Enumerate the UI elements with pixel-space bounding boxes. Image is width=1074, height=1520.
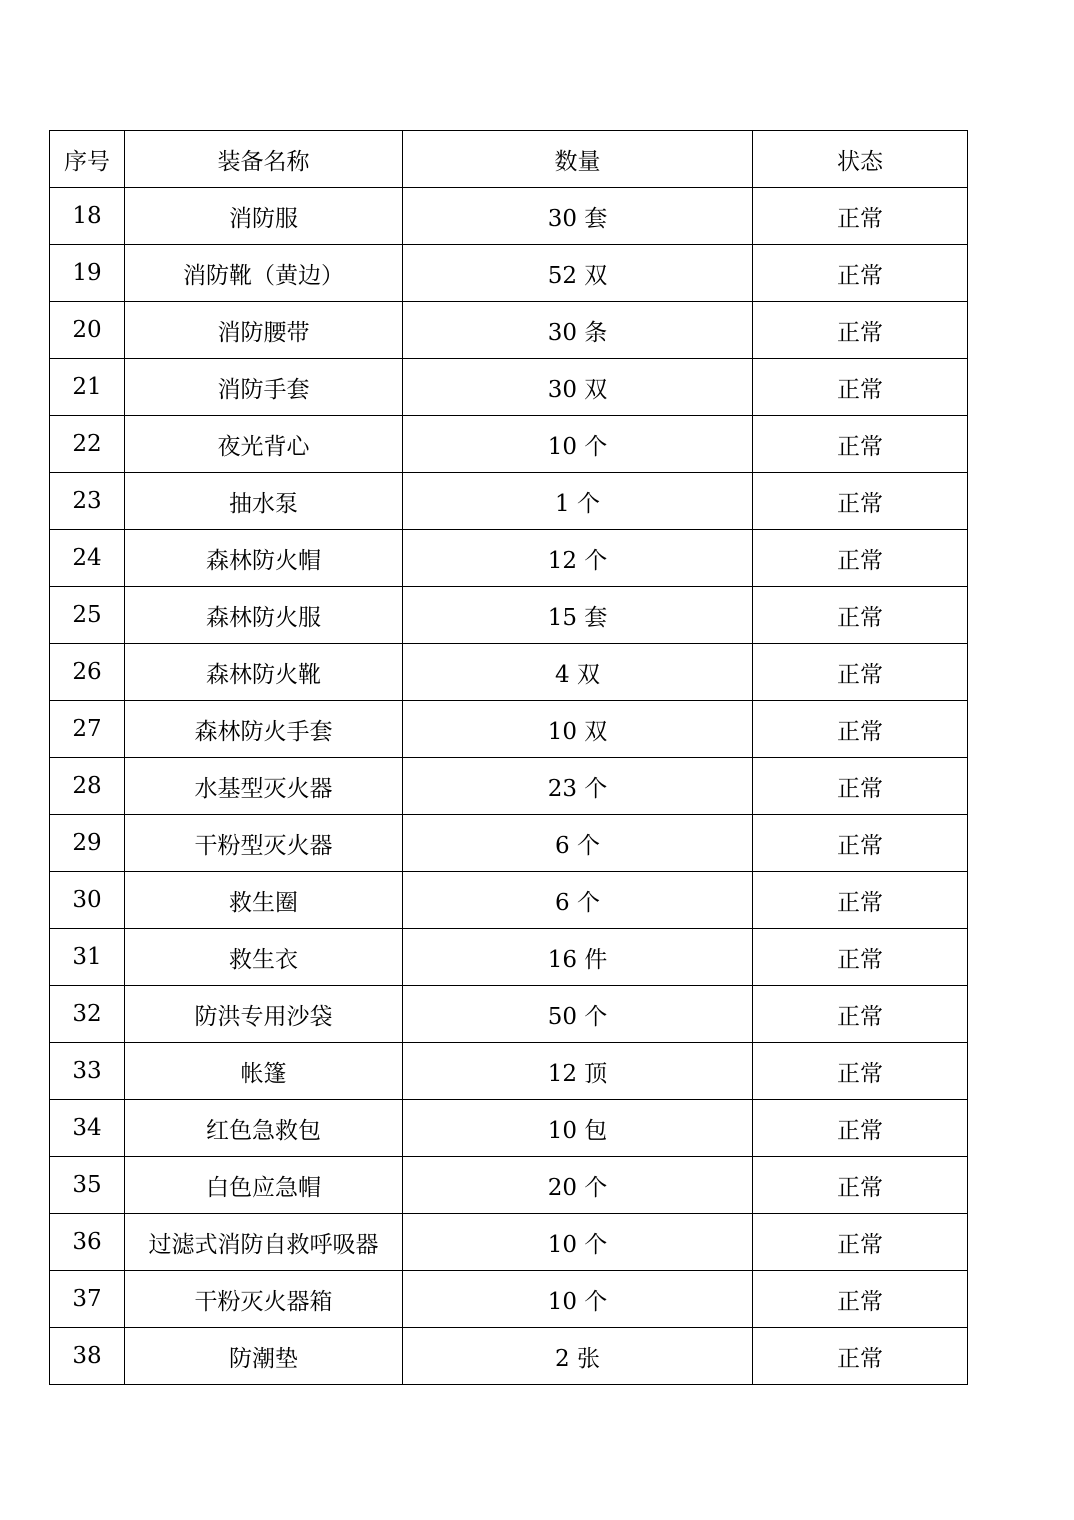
cell-index: 31 — [50, 929, 125, 986]
cell-equipment-name: 森林防火帽 — [125, 530, 403, 587]
cell-equipment-name: 消防服 — [125, 188, 403, 245]
cell-equipment-name: 水基型灭火器 — [125, 758, 403, 815]
cell-quantity: 52 双 — [403, 245, 753, 302]
table-row — [50, 245, 968, 302]
cell-index: 33 — [50, 1043, 125, 1100]
cell-status: 正常 — [753, 1043, 968, 1100]
cell-equipment-name: 抽水泵 — [125, 473, 403, 530]
cell-index: 34 — [50, 1100, 125, 1157]
table-row — [50, 1271, 968, 1328]
cell-status: 正常 — [753, 530, 968, 587]
cell-quantity: 4 双 — [403, 644, 753, 701]
cell-equipment-name: 干粉型灭火器 — [125, 815, 403, 872]
cell-quantity: 12 顶 — [403, 1043, 753, 1100]
table-row — [50, 701, 968, 758]
cell-status: 正常 — [753, 1157, 968, 1214]
table-row — [50, 1157, 968, 1214]
table-row — [50, 1043, 968, 1100]
equipment-table — [49, 130, 968, 1385]
cell-equipment-name: 红色急救包 — [125, 1100, 403, 1157]
cell-status: 正常 — [753, 473, 968, 530]
table-row — [50, 302, 968, 359]
cell-equipment-name: 森林防火服 — [125, 587, 403, 644]
table-row — [50, 815, 968, 872]
header-quantity: 数量 — [403, 131, 753, 188]
cell-quantity: 12 个 — [403, 530, 753, 587]
table-row — [50, 872, 968, 929]
cell-index: 32 — [50, 986, 125, 1043]
cell-quantity: 30 条 — [403, 302, 753, 359]
cell-status: 正常 — [753, 758, 968, 815]
cell-status: 正常 — [753, 416, 968, 473]
cell-status: 正常 — [753, 701, 968, 758]
header-equipment-name: 装备名称 — [125, 131, 403, 188]
cell-quantity: 6 个 — [403, 815, 753, 872]
table-row — [50, 986, 968, 1043]
cell-equipment-name: 干粉灭火器箱 — [125, 1271, 403, 1328]
cell-status: 正常 — [753, 1328, 968, 1385]
cell-status: 正常 — [753, 302, 968, 359]
cell-quantity: 30 套 — [403, 188, 753, 245]
cell-quantity: 10 个 — [403, 1271, 753, 1328]
table-row — [50, 1100, 968, 1157]
table-row — [50, 530, 968, 587]
cell-status: 正常 — [753, 986, 968, 1043]
cell-equipment-name: 防洪专用沙袋 — [125, 986, 403, 1043]
cell-status: 正常 — [753, 644, 968, 701]
table-row — [50, 929, 968, 986]
cell-index: 38 — [50, 1328, 125, 1385]
table-row — [50, 1328, 968, 1385]
cell-index: 28 — [50, 758, 125, 815]
cell-status: 正常 — [753, 245, 968, 302]
cell-quantity: 10 双 — [403, 701, 753, 758]
cell-equipment-name: 夜光背心 — [125, 416, 403, 473]
cell-quantity: 20 个 — [403, 1157, 753, 1214]
table-row — [50, 587, 968, 644]
cell-equipment-name: 过滤式消防自救呼吸器 — [125, 1214, 403, 1271]
cell-equipment-name: 救生衣 — [125, 929, 403, 986]
cell-quantity: 10 个 — [403, 1214, 753, 1271]
header-index: 序号 — [50, 131, 125, 188]
cell-index: 18 — [50, 188, 125, 245]
cell-status: 正常 — [753, 1271, 968, 1328]
cell-index: 23 — [50, 473, 125, 530]
cell-quantity: 16 件 — [403, 929, 753, 986]
cell-status: 正常 — [753, 188, 968, 245]
cell-index: 25 — [50, 587, 125, 644]
cell-index: 29 — [50, 815, 125, 872]
cell-quantity: 2 张 — [403, 1328, 753, 1385]
cell-status: 正常 — [753, 359, 968, 416]
cell-equipment-name: 帐篷 — [125, 1043, 403, 1100]
cell-index: 19 — [50, 245, 125, 302]
cell-index: 36 — [50, 1214, 125, 1271]
cell-quantity: 10 个 — [403, 416, 753, 473]
table-header-row — [50, 131, 968, 188]
cell-quantity: 10 包 — [403, 1100, 753, 1157]
table-body — [50, 188, 968, 1385]
table-row — [50, 758, 968, 815]
table-row — [50, 359, 968, 416]
cell-index: 37 — [50, 1271, 125, 1328]
cell-status: 正常 — [753, 872, 968, 929]
cell-quantity: 23 个 — [403, 758, 753, 815]
cell-quantity: 30 双 — [403, 359, 753, 416]
table-row — [50, 473, 968, 530]
cell-quantity: 1 个 — [403, 473, 753, 530]
table-row — [50, 644, 968, 701]
header-status: 状态 — [753, 131, 968, 188]
cell-quantity: 15 套 — [403, 587, 753, 644]
cell-index: 24 — [50, 530, 125, 587]
cell-status: 正常 — [753, 929, 968, 986]
cell-quantity: 50 个 — [403, 986, 753, 1043]
cell-index: 30 — [50, 872, 125, 929]
cell-equipment-name: 救生圈 — [125, 872, 403, 929]
cell-index: 26 — [50, 644, 125, 701]
cell-equipment-name: 消防靴（黄边） — [125, 245, 403, 302]
cell-index: 21 — [50, 359, 125, 416]
table-row — [50, 1214, 968, 1271]
cell-status: 正常 — [753, 815, 968, 872]
cell-equipment-name: 森林防火手套 — [125, 701, 403, 758]
cell-equipment-name: 白色应急帽 — [125, 1157, 403, 1214]
cell-index: 20 — [50, 302, 125, 359]
cell-status: 正常 — [753, 1100, 968, 1157]
cell-equipment-name: 防潮垫 — [125, 1328, 403, 1385]
cell-index: 27 — [50, 701, 125, 758]
cell-status: 正常 — [753, 587, 968, 644]
cell-equipment-name: 森林防火靴 — [125, 644, 403, 701]
cell-status: 正常 — [753, 1214, 968, 1271]
table-row — [50, 188, 968, 245]
cell-quantity: 6 个 — [403, 872, 753, 929]
cell-index: 22 — [50, 416, 125, 473]
cell-equipment-name: 消防手套 — [125, 359, 403, 416]
cell-equipment-name: 消防腰带 — [125, 302, 403, 359]
cell-index: 35 — [50, 1157, 125, 1214]
table-row — [50, 416, 968, 473]
